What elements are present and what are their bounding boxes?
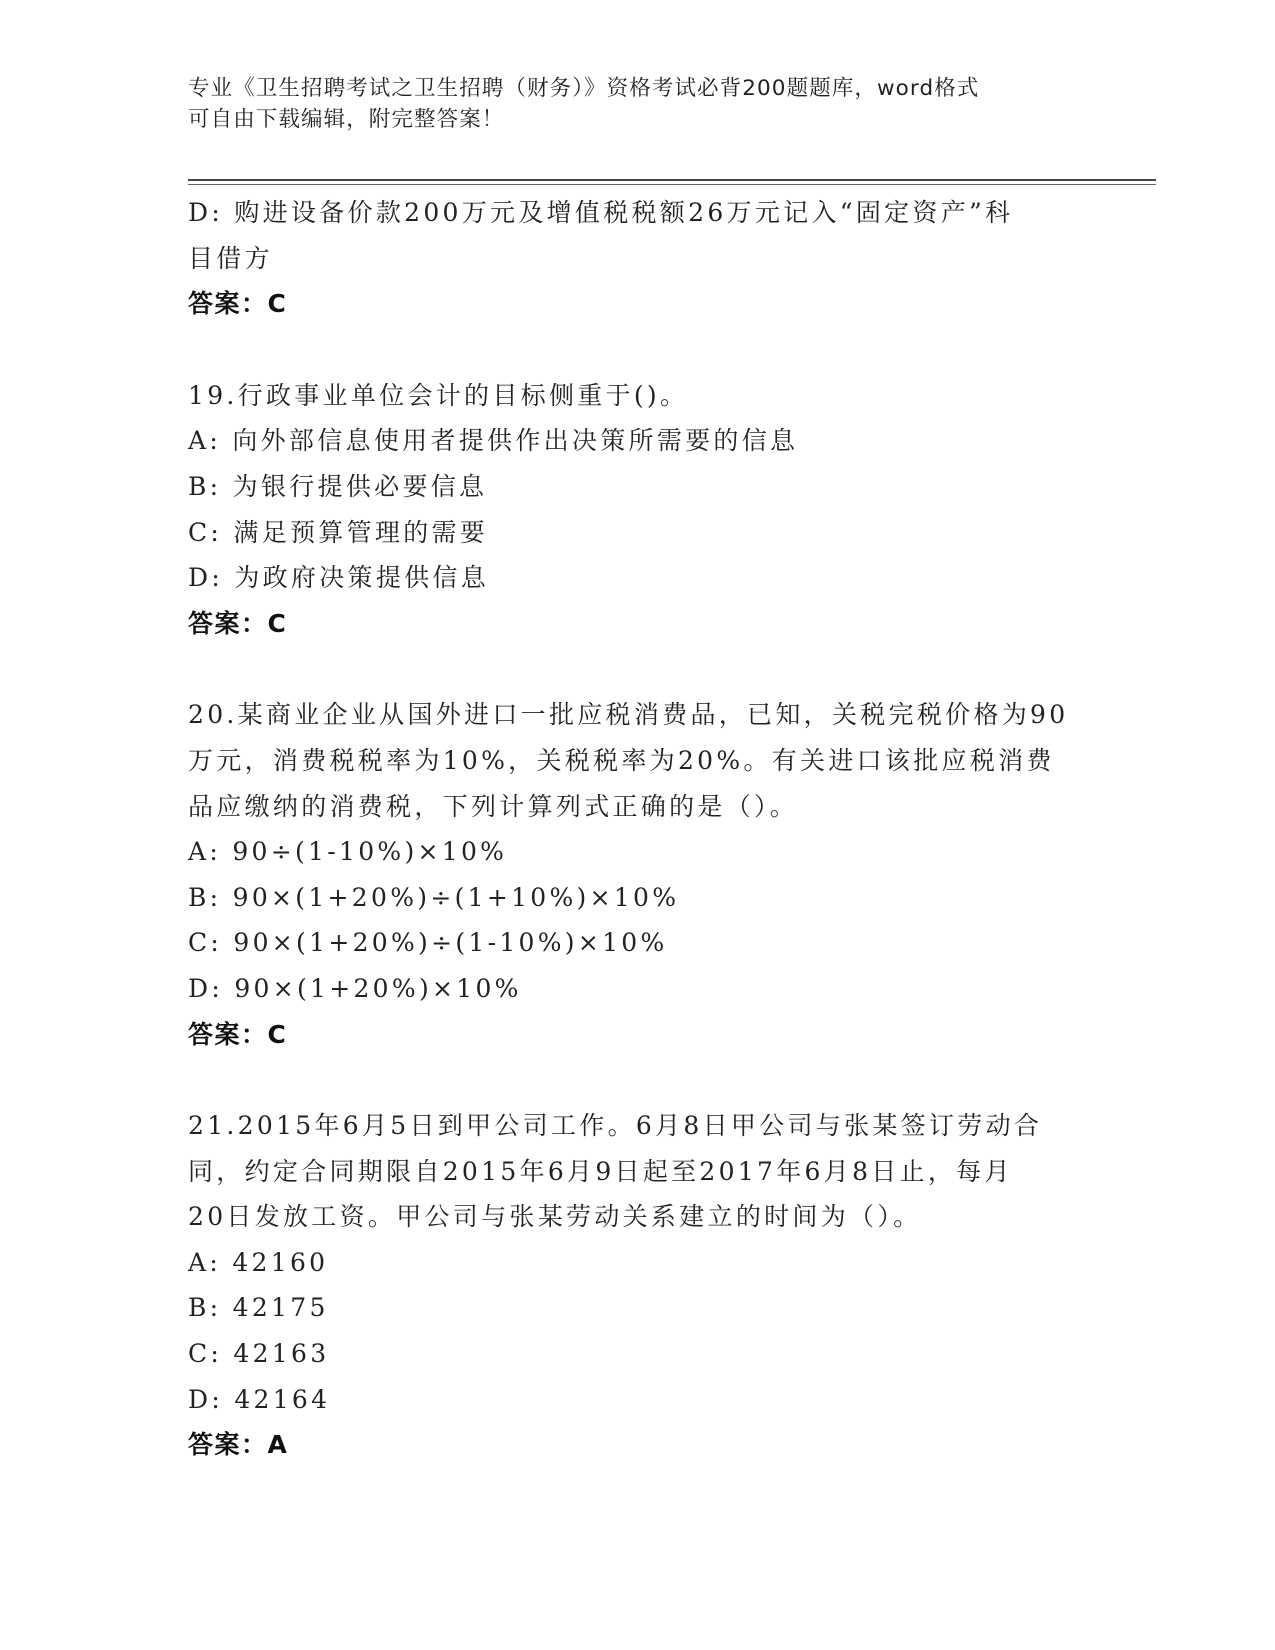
answer-label: 答案：A [188, 1430, 289, 1460]
question-stem-continued: 万元，消费税税率为10%，关税税率为20%。有关进口该批应税消费 [188, 745, 1055, 775]
option-a: A: 向外部信息使用者提供作出决策所需要的信息 [188, 426, 799, 456]
option-b: B: 90×(1+20%)÷(1+10%)×10% [188, 882, 680, 912]
question-stem: 19.行政事业单位会计的目标侧重于()。 [188, 380, 689, 410]
option-c: C: 满足预算管理的需要 [188, 517, 489, 547]
question-stem-continued: 同，约定合同期限自2015年6月9日起至2017年6月8日止，每月 [188, 1156, 1013, 1186]
spacer [188, 646, 1088, 692]
question-20 [188, 692, 1088, 1057]
question-stem-continued: 20日发放工资。甲公司与张某劳动关系建立的时间为（）。 [188, 1202, 922, 1232]
header-line-2: 可自由下载编辑，附完整答案！ [188, 107, 505, 132]
option-d-continued: 目借方 [188, 243, 273, 273]
option-a: A: 42160 [188, 1247, 329, 1277]
spacer [188, 327, 1088, 373]
question-stem: 21.2015年6月5日到甲公司工作。6月8日甲公司与张某签订劳动合 [188, 1111, 1043, 1141]
option-c: C: 90×(1+20%)÷(1-10%)×10% [188, 928, 668, 958]
previous-question-tail [188, 190, 1088, 327]
page-header [188, 73, 1088, 135]
option-d: D: 42164 [188, 1384, 331, 1414]
answer-label: 答案：C [188, 1019, 288, 1049]
question-stem-continued: 品应缴纳的消费税，下列计算列式正确的是（）。 [188, 791, 799, 821]
header-line-1: 专业《卫生招聘考试之卫生招聘（财务）》资格考试必背200题题库，word格式 [188, 76, 980, 101]
header-divider-thin [188, 184, 1156, 185]
header-divider-thick [188, 179, 1156, 181]
option-a: A: 90÷(1-10%)×10% [188, 837, 508, 867]
spacer [188, 1057, 1088, 1103]
option-d: D: 购进设备价款200万元及增值税税额26万元记入“固定资产”科 [188, 198, 1014, 227]
question-21 [188, 1103, 1088, 1468]
document-body [188, 190, 1088, 1468]
option-b: B: 42175 [188, 1293, 329, 1323]
option-d: D: 90×(1+20%)×10% [188, 973, 522, 1003]
option-c: C: 42163 [188, 1339, 330, 1369]
answer-label: 答案：C [188, 608, 288, 638]
answer-label: 答案：C [188, 289, 288, 319]
question-stem: 20.某商业企业从国外进口一批应税消费品，已知，关税完税价格为90 [188, 700, 1069, 730]
option-b: B: 为银行提供必要信息 [188, 471, 488, 501]
question-19 [188, 373, 1088, 647]
option-d: D: 为政府决策提供信息 [188, 563, 490, 593]
